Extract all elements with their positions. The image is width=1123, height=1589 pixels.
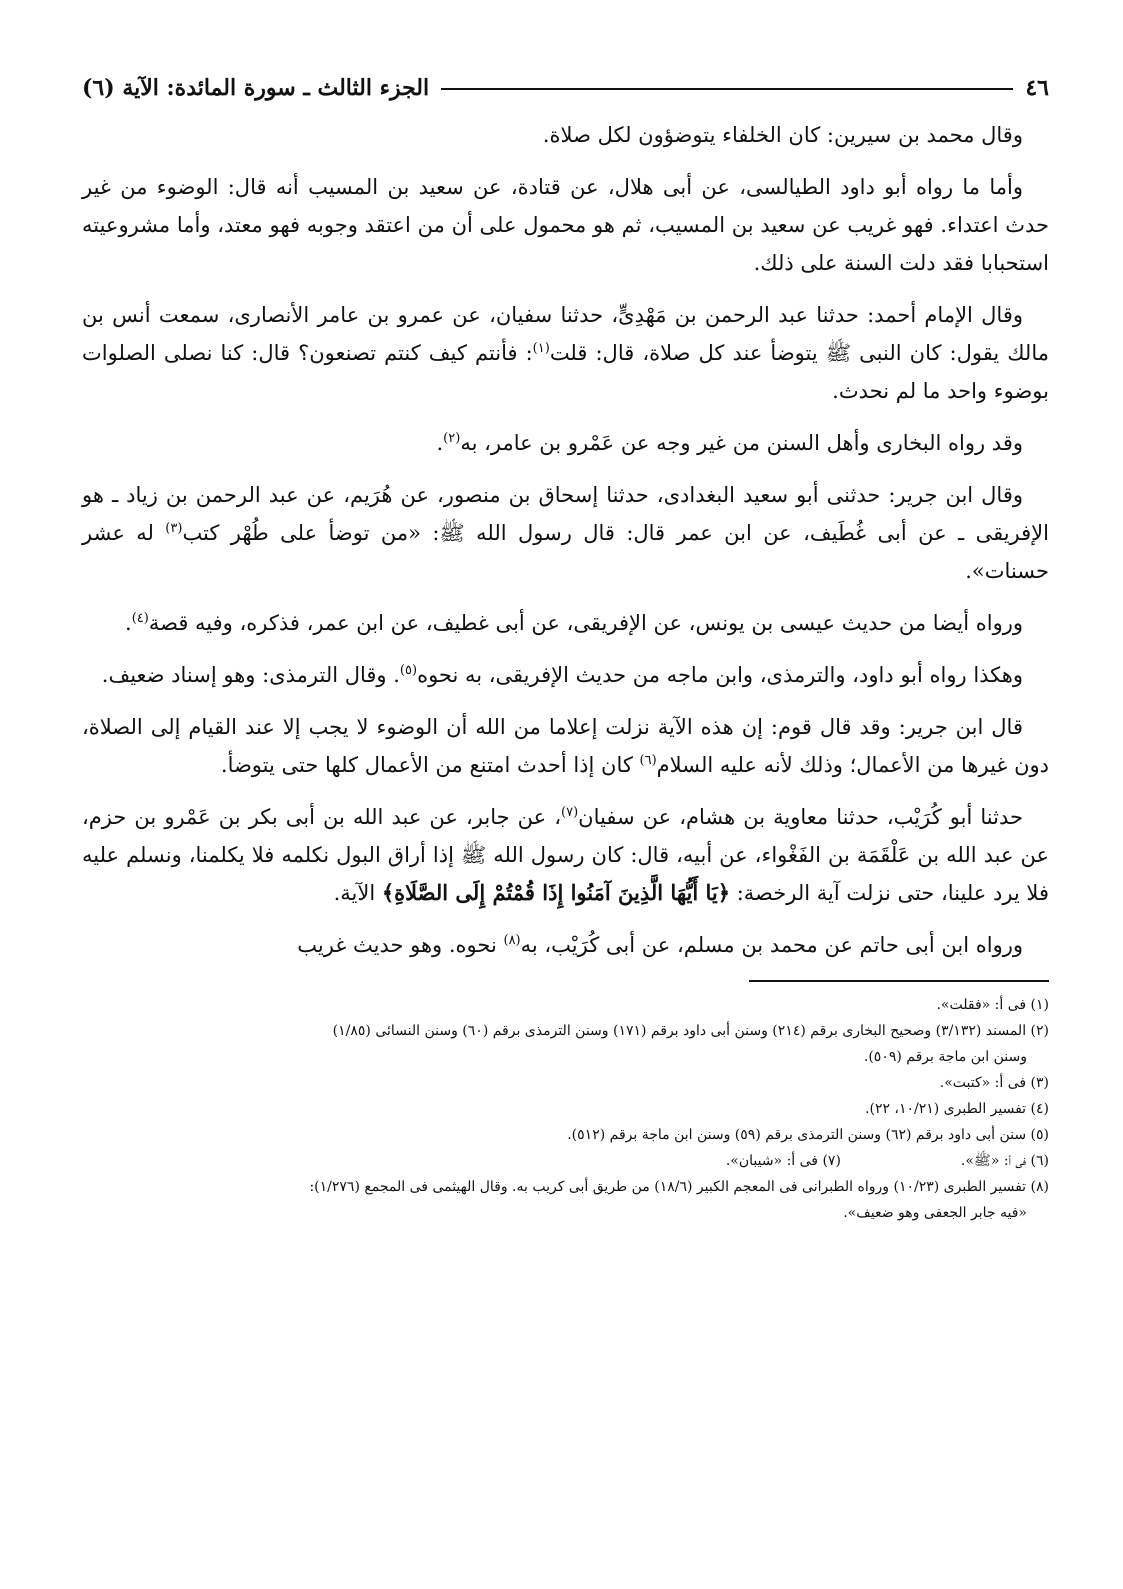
- footnote: (٣) فى أ: «كتبت».: [939, 1075, 1049, 1091]
- paragraph-text: كان إذا أحدث امتنع من الأعمال كلها حتى يتوضأ.: [220, 753, 640, 777]
- running-header: [82, 66, 1049, 110]
- footnote: (٢) المسند (٣/١٣٢) وصحيح البخارى برقم (٢١٤) وسنن أبى داود برقم (١٧١) وسنن الترمذى برقم (٦٠) وسنن النسائى (١/٨٥): [332, 1023, 1049, 1039]
- paragraph-text: . وقال الترمذى: وهو إسناد ضعيف.: [101, 663, 400, 687]
- paragraph: [82, 424, 1049, 462]
- paragraph: [82, 168, 1049, 282]
- footnote: (٨) تفسير الطبرى (١٠/٢٣) ورواه الطبرانى فى المعجم الكبير (١٨/٦) من طريق أبى كريب به. وقال الهيثمى فى المجمع (١/٢٧٦):: [309, 1179, 1049, 1195]
- footnote-ref: (٤): [131, 611, 149, 626]
- header-rule: [441, 88, 1013, 90]
- paragraph-text: وقال محمد بن سيرين: كان الخلفاء يتوضؤون لكل صلاة.: [542, 123, 1023, 147]
- footnote: (٥) سنن أبى داود برقم (٦٢) وسنن الترمذى برقم (٥٩) وسنن ابن ماجة برقم (٥١٢).: [567, 1127, 1049, 1143]
- footnote-ref: (٣): [165, 521, 183, 536]
- footnote-continuation: وسنن ابن ماجة برقم (٥٠٩).: [863, 1049, 1027, 1065]
- paragraph: [82, 656, 1049, 694]
- paragraph-text: حدثنا أبو كُرَيْب، حدثنا معاوية بن هشام، عن سفيان: [578, 805, 1023, 829]
- paragraph-text: قال ابن جرير: وقد قال قوم: إن هذه الآية نزلت إعلاما من الله أن الوضوء لا يجب إلا عند القيام إلى الصلاة، دون غيرها من الأعمال؛ وذلك لأنه عليه السلام: [82, 715, 1049, 777]
- paragraph: [82, 708, 1049, 784]
- footnote-ref: (٦): [639, 753, 657, 768]
- footnote-ref: (١): [532, 341, 550, 356]
- footnote-separator: [749, 980, 1049, 982]
- footnote-ref: (٧): [561, 805, 579, 820]
- paragraph: [82, 798, 1049, 912]
- paragraph: [82, 296, 1049, 410]
- paragraph: [82, 926, 1049, 964]
- footnote: (٧) فى أ: «شيبان».: [725, 1153, 841, 1169]
- footnote-pair: [82, 1148, 1049, 1174]
- paragraph: [82, 116, 1049, 154]
- footnotes: [82, 992, 1049, 1226]
- footnote-ref: (٢): [443, 431, 461, 446]
- paragraph-text: الآية.: [333, 881, 382, 905]
- paragraph-text: : فأنتم كيف كنتم تصنعون؟ قال: كنا نصلى الصلوات بوضوء واحد ما لم نحدث.: [82, 341, 1049, 403]
- running-title: الجزء الثالث ـ سورة المائدة: الآية (٦): [82, 75, 430, 101]
- paragraph: [82, 476, 1049, 590]
- paragraph-text: نحوه. وهو حديث غريب: [297, 933, 504, 957]
- footnote-ref: (٨): [503, 933, 521, 948]
- paragraph: [82, 604, 1049, 642]
- paragraph-text: ورواه ابن أبى حاتم عن محمد بن مسلم، عن أبى كُرَيْب، به: [520, 933, 1023, 957]
- paragraph-text: .: [125, 611, 132, 635]
- footnote: (٤) تفسير الطبرى (١٠/٢١، ٢٢).: [865, 1101, 1049, 1117]
- paragraph-text: وقد رواه البخارى وأهل السنن من غير وجه عن عَمْرو بن عامر، به: [460, 431, 1023, 455]
- paragraph-text: وقال الإمام أحمد: حدثنا عبد الرحمن بن مَهْدِىٍّ، حدثنا سفيان، عن عمرو بن عامر الأنصارى، سمعت أنس بن مالك يقول: كان النبى ﷺ يتوضأ عند كل صلاة، قال: قلت: [82, 303, 1049, 365]
- paragraph-text: وهكذا رواه أبو داود، والترمذى، وابن ماجه من حديث الإفريقى، به نحوه: [417, 663, 1023, 687]
- paragraph-text: وقال ابن جرير: حدثنى أبو سعيد البغدادى، حدثنا إسحاق بن منصور، عن هُرَيم، عن عبد الرحمن بن زياد ـ هو الإفريقى ـ عن أبى غُطَيف، عن ابن عمر قال: قال رسول الله ﷺ: «من توضأ على طُهْر كتب: [82, 483, 1049, 545]
- footnote-continuation: «فيه جابر الجعفى وهو ضعيف».: [843, 1205, 1027, 1221]
- paragraph-text: .: [436, 431, 444, 455]
- paragraph-text: ، عن جابر، عن عبد الله بن أبى بكر بن عَمْرو بن حزم، عن عبد الله بن عَلْقَمَة بن الفَغْواء، عن أبيه، قال: كان رسول الله ﷺ إذا أراق البول نكلمه فلا يكلمنا، ونسلم عليه فلا يرد علينا، حتى نزلت آية الرخصة:: [82, 805, 1049, 905]
- paragraph-text: له عشر حسنات».: [82, 521, 1049, 583]
- footnote-ref: (٥): [399, 663, 418, 678]
- footnote: (٦) فى أ: «ﷺ».: [960, 1153, 1049, 1169]
- footnote: (١) فى أ: «فقلت».: [936, 997, 1049, 1013]
- main-text: [82, 116, 1049, 964]
- paragraph-text: ورواه أيضا من حديث عيسى بن يونس، عن الإفريقى، عن أبى غطيف، عن ابن عمر، فذكره، وفيه قصة: [148, 611, 1023, 635]
- page-number: ٤٦: [1025, 75, 1049, 101]
- quran-verse: ﴿يَا أَيُّهَا الَّذِينَ آمَنُوا إِذَا قُمْتُمْ إِلَى الصَّلَاةِ﴾: [381, 880, 731, 905]
- paragraph-text: وأما ما رواه أبو داود الطيالسى، عن أبى هلال، عن قتادة، عن سعيد بن المسيب أنه قال: الوضوء من غير حدث اعتداء. فهو غريب عن سعيد بن المسيب، ثم هو محمول على أن من اعتقد وجوبه فهو معتد، وأما مشروعيته استحبابا فقد دلت السنة على ذلك.: [82, 175, 1049, 275]
